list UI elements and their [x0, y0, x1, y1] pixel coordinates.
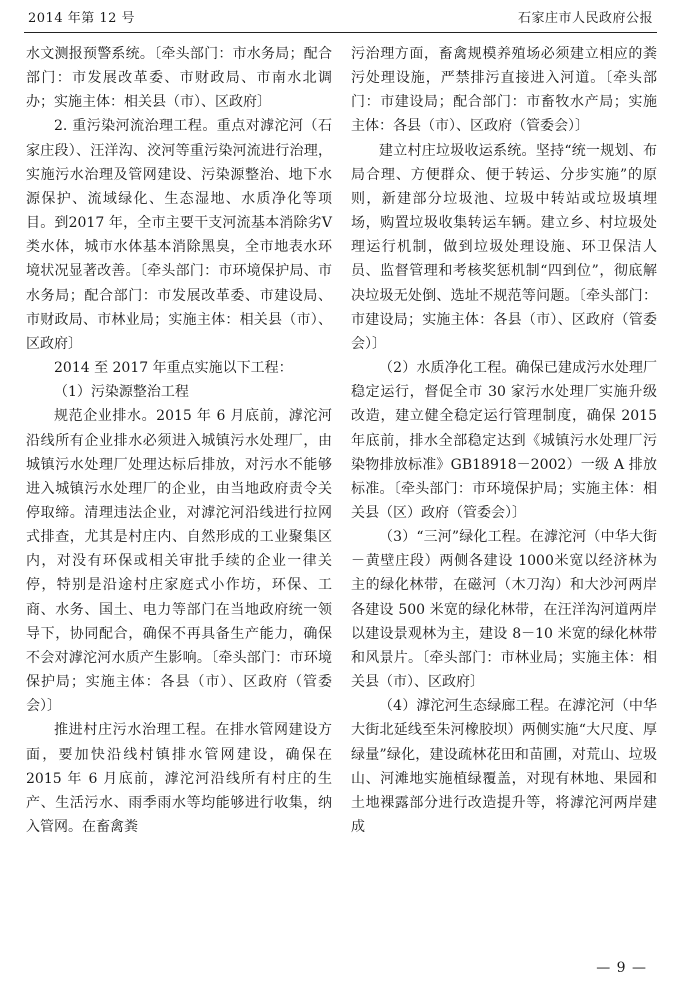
paragraph: （2）水质净化工程。确保已建成污水处理厂稳定运行，督促全市 30 家污水处理厂实施升级改造，建立健全稳定运行管理制度，确保 2015 年底前，排水全部稳定达到《城镇污水处理厂污染物排放标准》GB18918－2002）一级 A 排放标准。〔牵头部门：市环境保护局；实施主体：相关县（区）政府（管委会）〕	[351, 360, 657, 521]
paragraph: （3）“三河”绿化工程。在滹沱河（中华大街－黄壁庄段）两侧各建设 1000米宽以经济林为主的绿化林带，在磁河（木刀沟）和大沙河两岸各建设 500 米宽的绿化林带，在汪洋沟河道两岸以建设景观林为主，建设 8－10 米宽的绿化林带和风景片。〔牵头部门：市林业局；实施主体：相关县（市）、区政府〕	[351, 529, 657, 691]
paragraph: 2. 重污染河流治理工程。重点对滹沱河（石家庄段）、汪洋沟、洨河等重污染河流进行治理，实施污水治理及管网建设、污染源整治、地下水源保护、流域绿化、生态湿地、水质净化等项目。到2017 年，全市主要干支河流基本消除劣Ⅴ类水体，城市水体基本消除黑臭，全市地表水环境状况显著改善。〔牵头部门：市环境保护局、市水务局；配合部门：市发展改革委、市建设局、市财政局、市林业局；实施主体：相关县（市）、区政府〕	[26, 118, 332, 352]
paragraph: 水文测报预警系统。〔牵头部门：市水务局；配合部门：市发展改革委、市财政局、市南水北调办；实施主体：相关县（市）、区政府〕	[26, 46, 332, 111]
paragraph: 建立村庄垃圾收运系统。坚持“统一规划、布局合理、方便群众、便于转运、分步实施”的原则，新建部分垃圾池、垃圾中转站或垃圾填埋场，购置垃圾收集转运车辆。建立乡、村垃圾处理运行机制，做到垃圾处理设施、环卫保洁人员、监督管理和考核奖惩机制“四到位”，彻底解决垃圾无处倒、选址不规范等问题。〔牵头部门：市建设局；实施主体：各县（市）、区政府（管委会）〕	[351, 142, 657, 352]
left-column	[26, 42, 332, 839]
page-header	[24, 8, 657, 33]
paragraph: 2014 至 2017 年重点实施以下工程：	[54, 360, 293, 377]
page-number: — 9 —	[596, 960, 647, 976]
issue-label: 2014 年第 12 号	[28, 11, 136, 26]
publication-title: 石家庄市人民政府公报	[517, 11, 653, 26]
paragraph: 规范企业排水。2015 年 6 月底前，滹沱河沿线所有企业排水必须进入城镇污水处理厂，由城镇污水处理厂处理达标后排放，对污水不能够进入城镇污水处理厂的企业，由当地政府责令关停取缔。清理违法企业，对滹沱河沿线进行拉网式排查，尤其是村庄内、自然形成的工业聚集区内，对没有环保或相关审批手续的企业一律关停，特别是沿途村庄家庭式小作坊，环保、工商、水务、国土、电力等部门在当地政府统一领导下，协同配合，确保不再具备生产能力，确保不会对滹沱河水质产生影响。〔牵头部门：市环境保护局；实施主体：各县（市）、区政府（管委会）〕	[26, 408, 332, 715]
right-column	[351, 42, 657, 839]
paragraph: （1）污染源整治工程	[54, 384, 189, 401]
paragraph: （4）滹沱河生态绿廊工程。在滹沱河（中华大街北延线至朱河橡胶坝）两侧实施“大尺度、厚绿量”绿化，建设疏林花田和苗圃，对荒山、垃圾山、河滩地实施植绿覆盖，对现有林地、果园和土地裸露部分进行改造提升等，将滹沱河两岸建成	[351, 698, 657, 835]
paragraph: 推进村庄污水治理工程。在排水管网建设方面，要加快沿线村镇排水管网建设，确保在 2015 年 6 月底前，滹沱河沿线所有村庄的生产、生活污水、雨季雨水等均能够进行收集，纳入管网。在畜禽粪	[26, 722, 332, 835]
paragraph: 污治理方面，畜禽规模养殖场必须建立相应的粪污处理设施，严禁排污直接进入河道。〔牵头部门：市建设局；配合部门：市畜牧水产局；实施主体：各县（市）、区政府（管委会）〕	[351, 46, 657, 135]
